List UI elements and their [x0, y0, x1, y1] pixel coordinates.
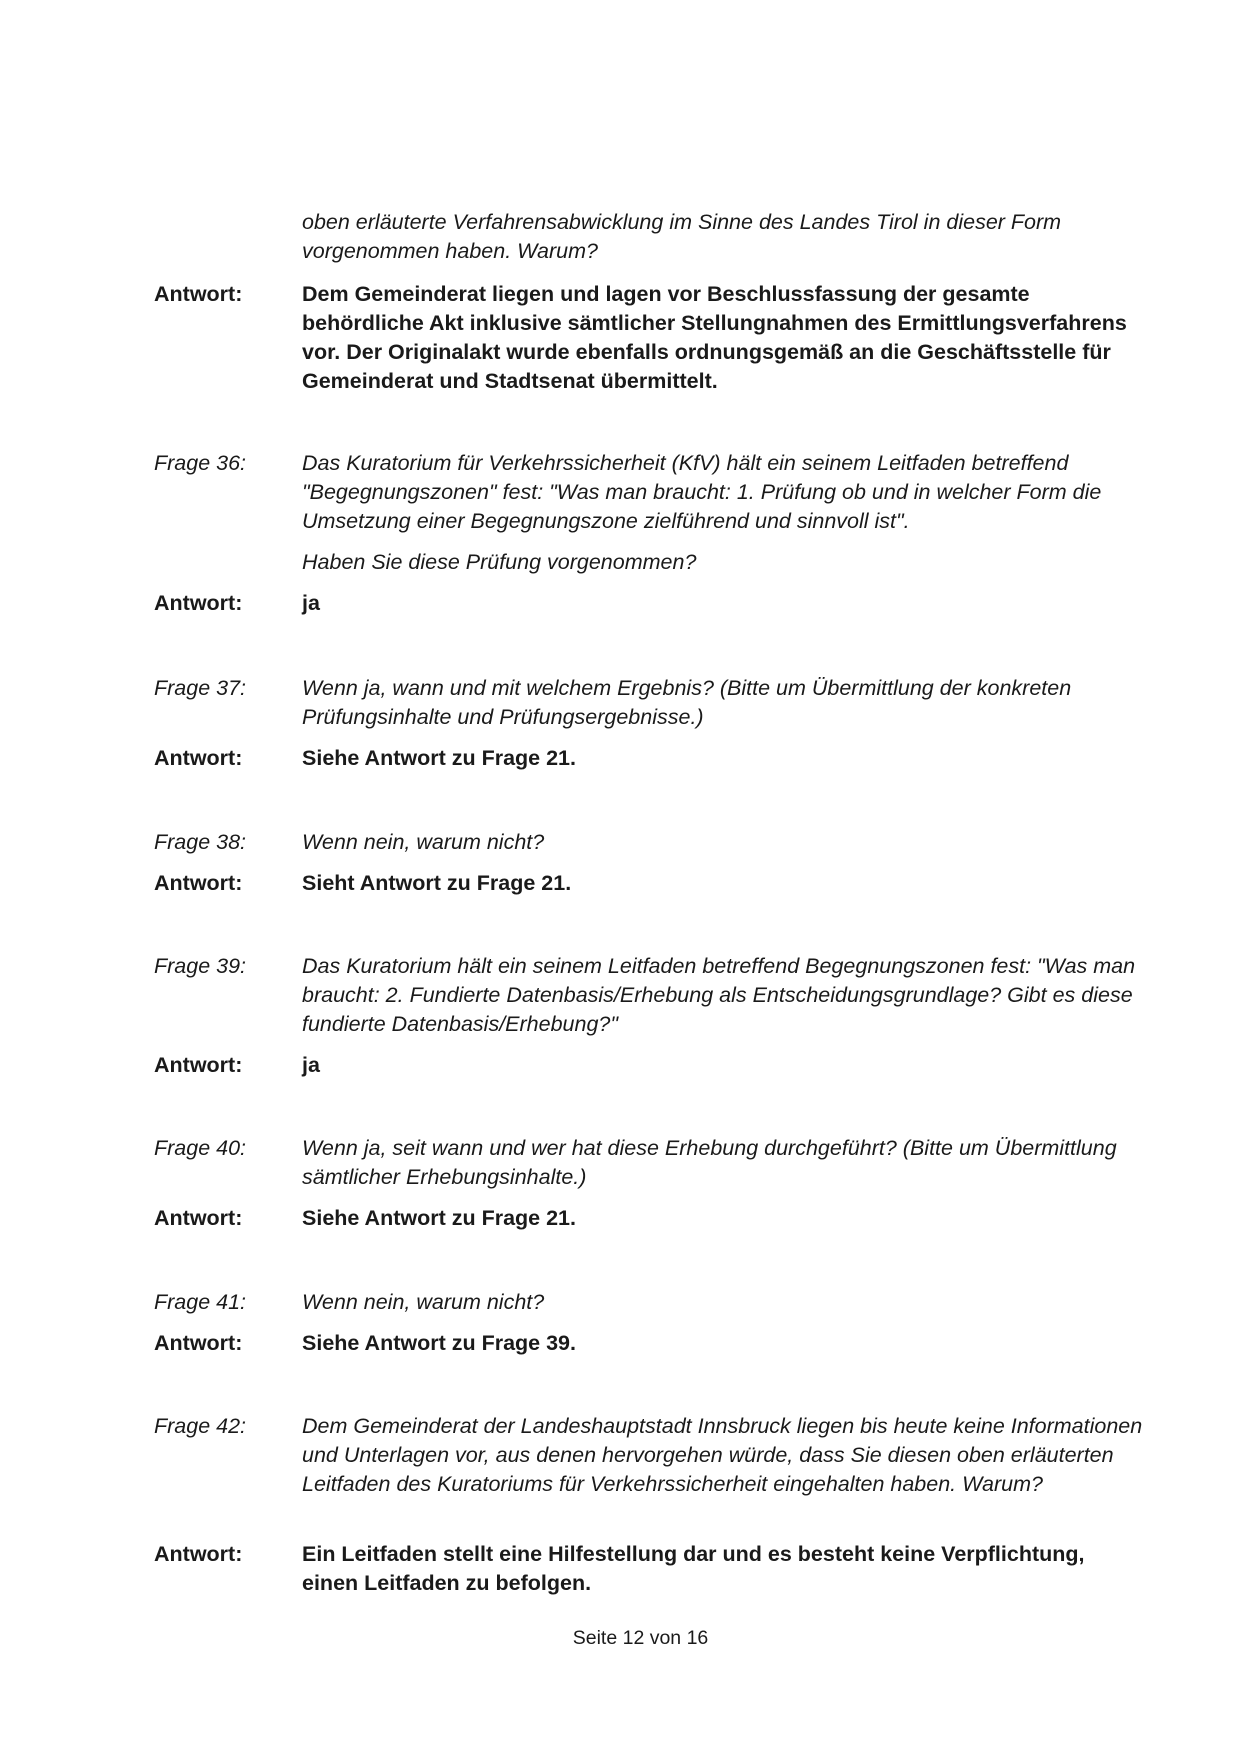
answer-text: Sieht Antwort zu Frage 21.	[302, 871, 572, 895]
page-number: Seite 12 von 16	[572, 1627, 709, 1649]
answer-label: Antwort:	[154, 746, 243, 770]
question-label: Frage 42:	[154, 1414, 247, 1438]
question-text	[302, 674, 1144, 732]
question-37	[154, 674, 1144, 732]
question-text	[302, 1134, 1144, 1192]
answer-text: Siehe Antwort zu Frage 21.	[302, 746, 576, 770]
question-label: Frage 36:	[154, 451, 247, 475]
answer-label: Antwort:	[154, 1206, 243, 1230]
question-paragraph: Dem Gemeinderat der Landeshauptstadt Innsbruck liegen bis heute keine Informationen und Unterlagen vor, aus denen hervorgehen würde, dass Sie diesen oben erläuterten Leitfaden des Kuratoriums für Verkehrssicherheit eingehalten haben. Warum?	[302, 1414, 1143, 1496]
question-35-continuation	[154, 208, 1144, 266]
question-label: Frage 39:	[154, 954, 247, 978]
question-text	[302, 449, 1144, 577]
answer-37	[154, 744, 1144, 773]
answer-39	[154, 1051, 1144, 1080]
answer-40	[154, 1204, 1144, 1233]
answer-38	[154, 869, 1144, 898]
answer-label: Antwort:	[154, 1331, 243, 1355]
question-paragraph: oben erläuterte Verfahrensabwicklung im Sinne des Landes Tirol in dieser Form vorgenommen haben. Warum?	[302, 210, 1062, 263]
question-text	[302, 1288, 1144, 1317]
answer-text: Dem Gemeinderat liegen und lagen vor Beschlussfassung der gesamte behördliche Akt inklusive sämtlicher Stellungnahmen des Ermittlungsverfahrens vor. Der Originalakt wurde ebenfalls ordnungsgemäß an die Geschäftsstelle für Gemeinderat und Stadtsenat übermittelt.	[302, 282, 1127, 393]
answer-label: Antwort:	[154, 871, 243, 895]
question-42	[154, 1412, 1144, 1499]
question-text	[302, 828, 1144, 857]
question-paragraph: Das Kuratorium hält ein seinem Leitfaden betreffend Begegnungszonen fest: "Was man braucht: 2. Fundierte Datenbasis/Erhebung als Entscheidungsgrundlage? Gibt es diese fundierte Datenbasis/Erhebung?"	[302, 954, 1136, 1036]
answer-label: Antwort:	[154, 591, 243, 615]
answer-text: ja	[302, 591, 320, 615]
answer-41	[154, 1329, 1144, 1358]
answer-36	[154, 589, 1144, 618]
answer-label: Antwort:	[154, 1542, 243, 1566]
question-paragraph: Wenn nein, warum nicht?	[302, 1290, 545, 1314]
question-label: Frage 41:	[154, 1290, 247, 1314]
answer-label: Antwort:	[154, 1053, 243, 1077]
question-text	[302, 952, 1144, 1039]
answer-42	[154, 1540, 1144, 1598]
answer-text: Siehe Antwort zu Frage 21.	[302, 1206, 576, 1230]
answer-text: Ein Leitfaden stellt eine Hilfestellung dar und es besteht keine Verpflichtung, einen Leitfaden zu befolgen.	[302, 1542, 1085, 1595]
question-text	[302, 1412, 1144, 1499]
question-label: Frage 40:	[154, 1136, 247, 1160]
question-label: Frage 37:	[154, 676, 247, 700]
question-39	[154, 952, 1144, 1039]
answer-label: Antwort:	[154, 282, 243, 306]
question-41	[154, 1288, 1144, 1317]
answer-text: Siehe Antwort zu Frage 39.	[302, 1331, 576, 1355]
answer-text: ja	[302, 1053, 320, 1077]
question-paragraph: Das Kuratorium für Verkehrssicherheit (KfV) hält ein seinem Leitfaden betreffend "Begegnungszonen" fest: "Was man braucht: 1. Prüfung ob und in welcher Form die Umsetzung einer Begegnungszone zielführend und sinnvoll ist".	[302, 451, 1102, 533]
question-paragraph: Wenn nein, warum nicht?	[302, 830, 545, 854]
question-paragraph: Wenn ja, wann und mit welchem Ergebnis? (Bitte um Übermittlung der konkreten Prüfungsinhalte und Prüfungsergebnisse.)	[302, 676, 1072, 729]
question-paragraph: Haben Sie diese Prüfung vorgenommen?	[302, 550, 697, 574]
question-text	[302, 208, 1144, 266]
question-paragraph: Wenn ja, seit wann und wer hat diese Erhebung durchgeführt? (Bitte um Übermittlung sämtlicher Erhebungsinhalte.)	[302, 1136, 1117, 1189]
question-label: Frage 38:	[154, 830, 247, 854]
question-38	[154, 828, 1144, 857]
answer-35	[154, 280, 1144, 396]
question-36	[154, 449, 1144, 577]
question-40	[154, 1134, 1144, 1192]
